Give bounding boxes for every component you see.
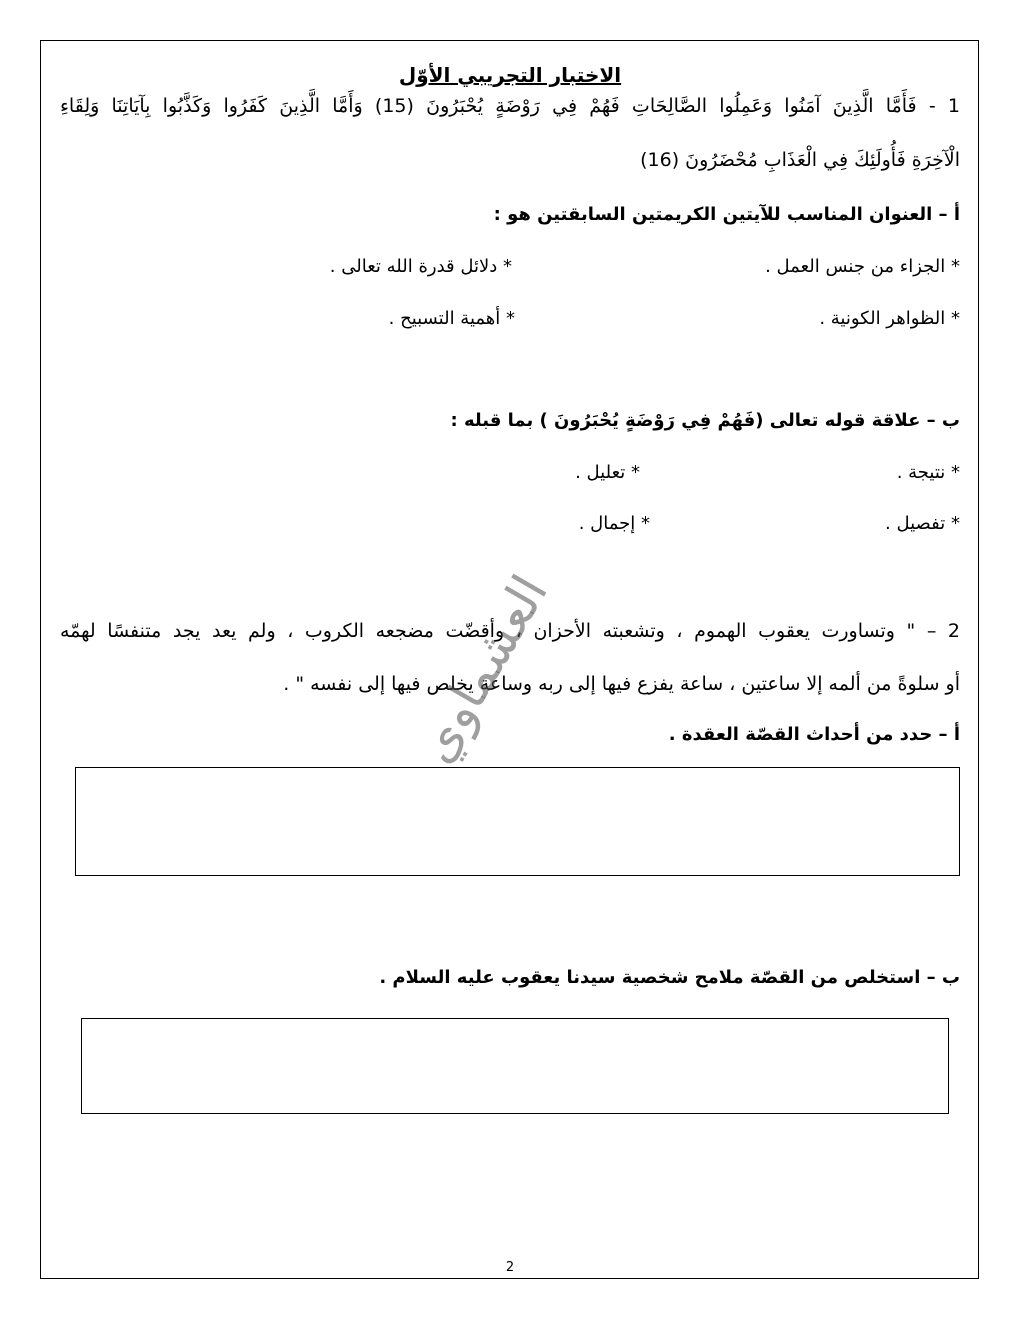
q1-verse-line-2: الْآخِرَةِ فَأُولَئِكَ فِي الْعَذَابِ مُحْضَرُونَ (16) <box>640 149 960 171</box>
q1-a-question: أ – العنوان المناسب للآيتين الكريمتين السابقتين هو : <box>493 204 960 225</box>
q1-a-option-1: * الجزاء من جنس العمل . <box>765 256 960 277</box>
q2-b-answer-box[interactable] <box>81 1018 949 1114</box>
q1-b-option-1: * نتيجة . <box>896 462 960 483</box>
q1-b-option-3: * تفصيل . <box>885 513 960 534</box>
watermark: العشماوي <box>406 565 560 773</box>
q2-b-question: ب – استخلص من القصّة ملامح شخصية سيدنا يعقوب عليه السلام . <box>379 967 960 988</box>
q2-a-question: أ – حدد من أحداث القصّة العقدة . <box>668 724 960 745</box>
q2-passage-line-1: 2 – " وتساورت يعقوب الهموم ، وتشعبته الأحزان ، وأقضّت مضجعه الكروب ، ولم يعد يجد متنفسًا لهمّه <box>60 620 960 642</box>
q1-a-option-2: * دلائل قدرة الله تعالى . <box>329 256 512 277</box>
q2-a-answer-box[interactable] <box>75 767 960 876</box>
page-title: الاختبار التجريبي الأوّل <box>398 63 622 87</box>
q1-a-option-4: * أهمية التسبيح . <box>388 308 515 329</box>
q1-b-option-2: * تعليل . <box>575 462 640 483</box>
q1-b-question: ب – علاقة قوله تعالى (فَهُمْ فِي رَوْضَةٍ يُحْبَرُونَ ) بما قبله : <box>450 410 960 431</box>
q2-passage-line-2: أو سلوةً من ألمه إلا ساعتين ، ساعة يفزع فيها إلى ربه وساعة يخلص فيها إلى نفسه " . <box>283 673 960 695</box>
page-number: 2 <box>505 1260 515 1275</box>
q1-a-option-3: * الظواهر الكونية . <box>819 308 960 329</box>
q1-verse-line-1: 1 - فَأَمَّا الَّذِينَ آمَنُوا وَعَمِلُوا الصَّالِحَاتِ فَهُمْ فِي رَوْضَةٍ يُحْبَرُونَ (15) وَأَمَّا الَّذِينَ كَفَرُوا وَكَذَّبُوا بِآيَاتِنَا وَلِقَاءِ <box>60 95 960 117</box>
q1-b-option-4: * إجمال . <box>578 513 650 534</box>
